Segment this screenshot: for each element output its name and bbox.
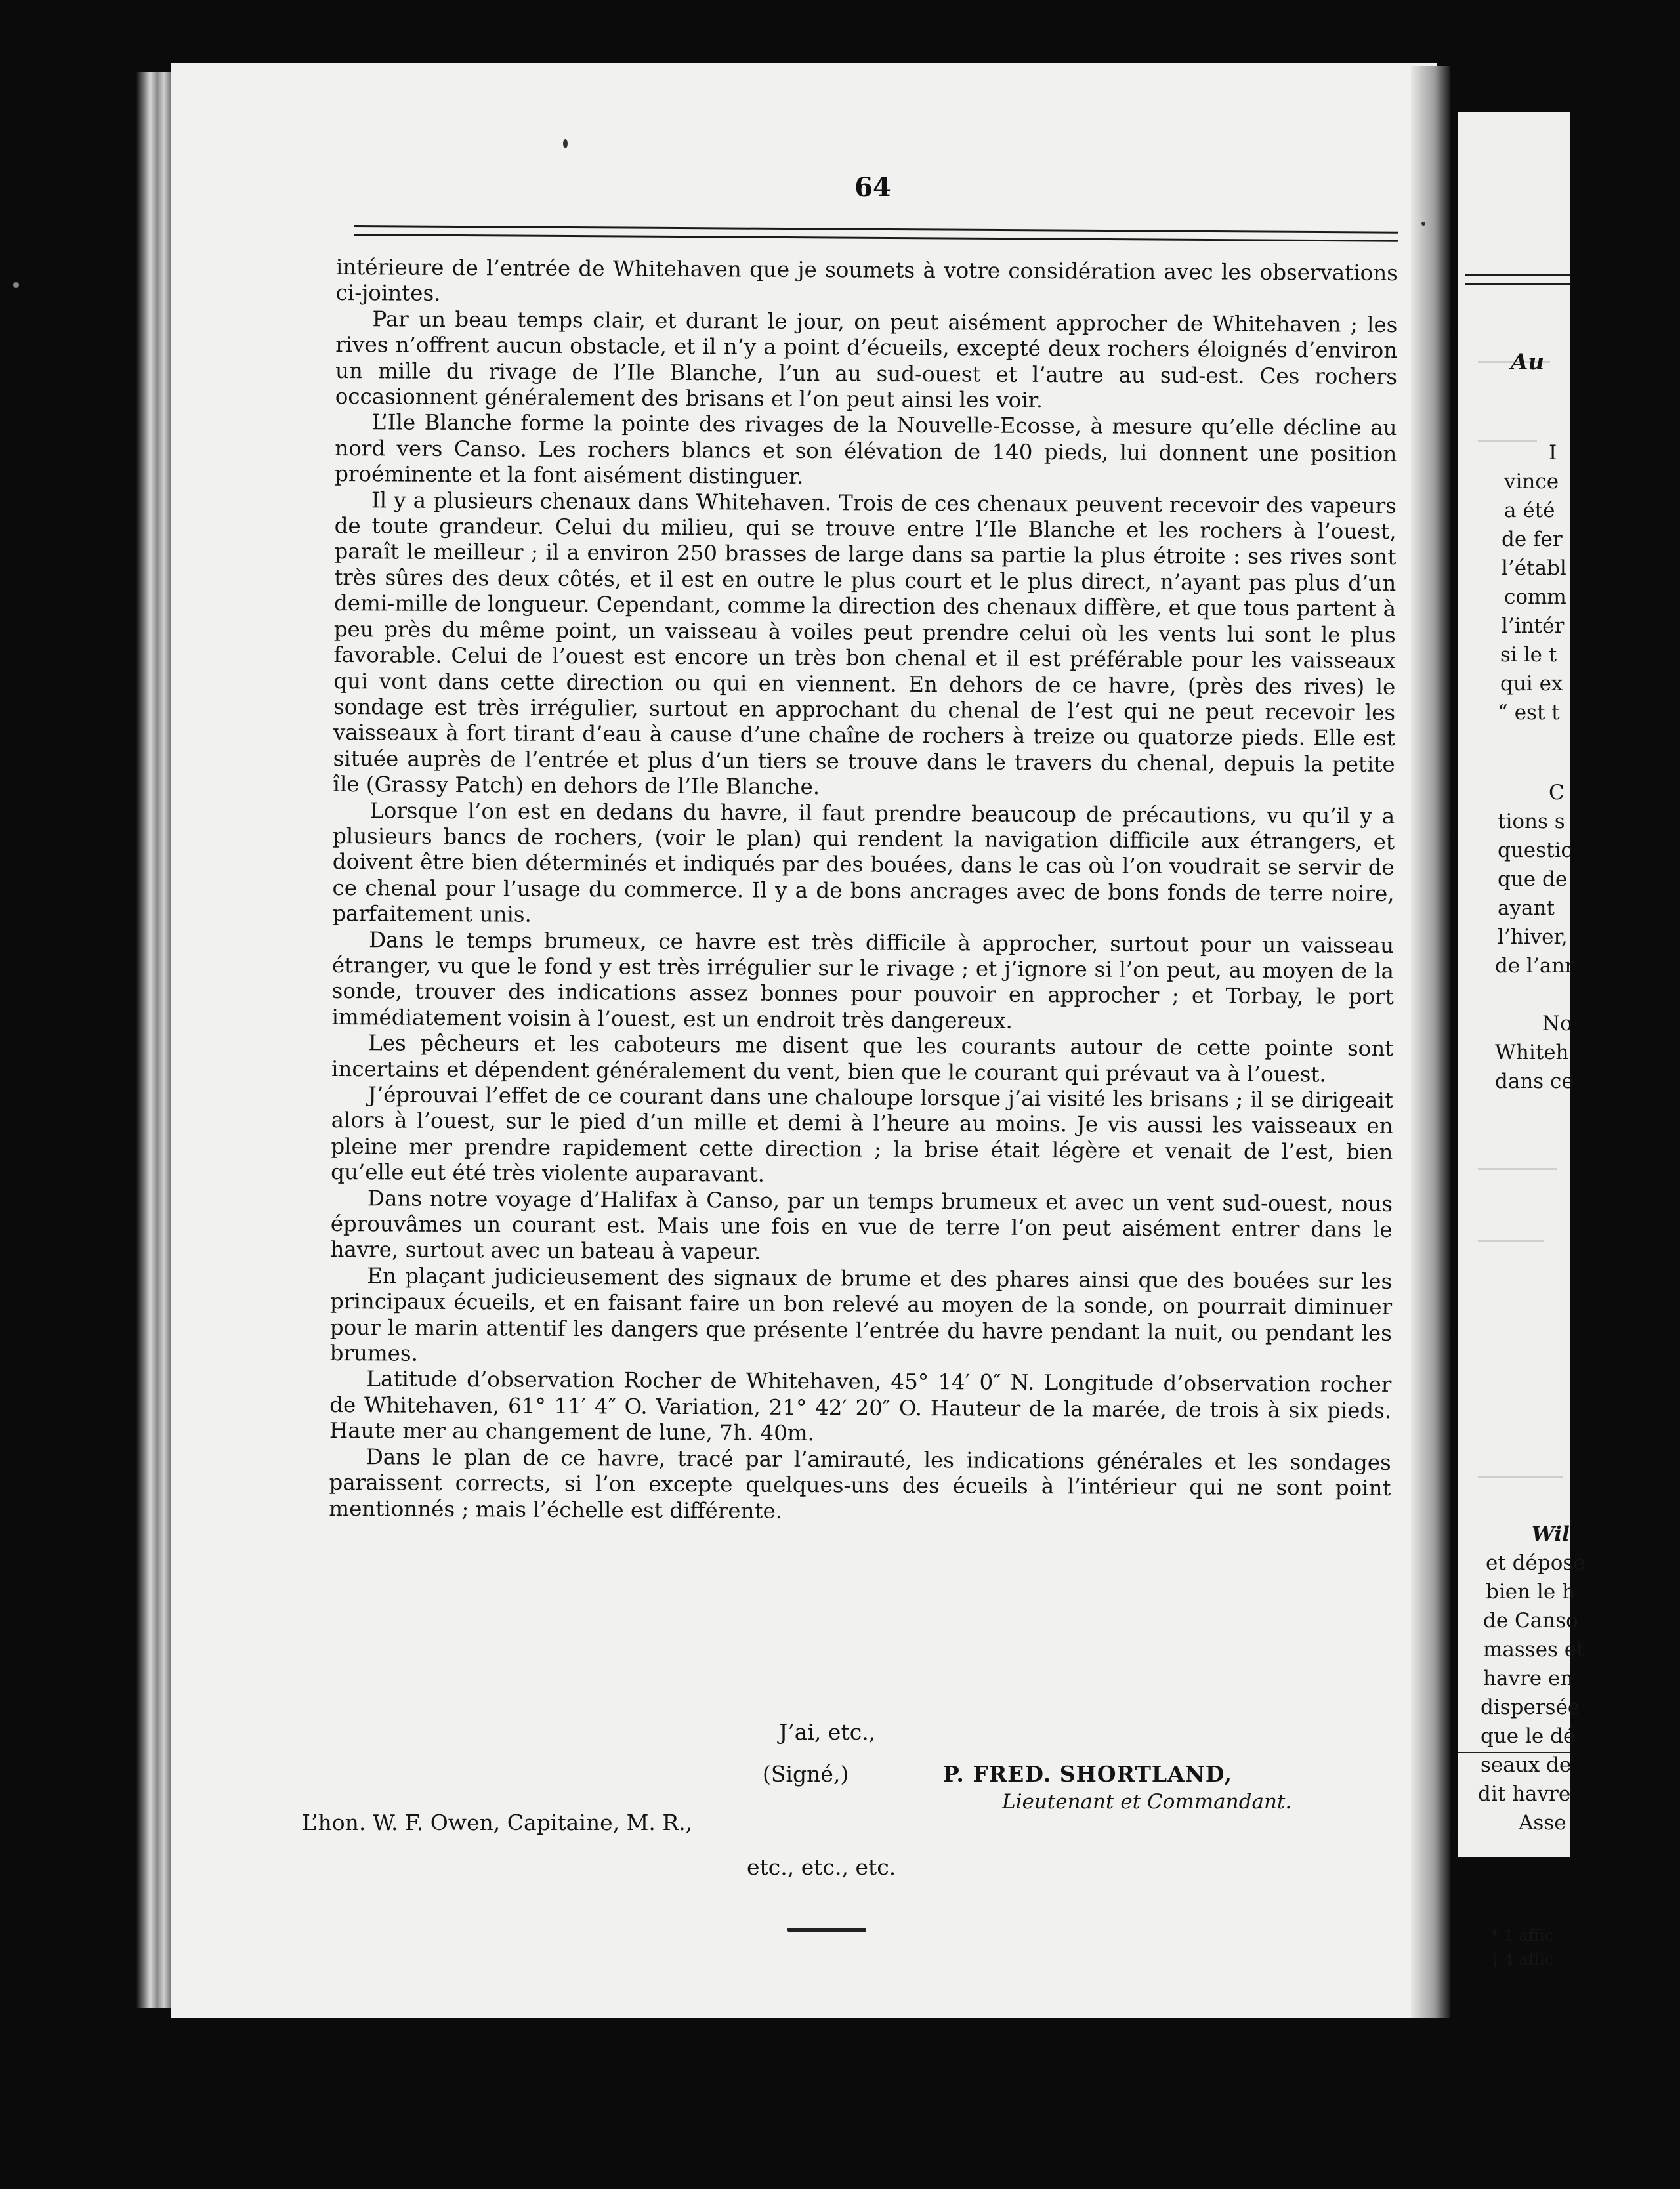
right-page-line: et dépose [1486,1551,1586,1575]
letter-closing [302,1719,1398,1903]
right-page-line: qui ex [1500,672,1563,696]
right-page-line: dit havre [1478,1782,1571,1806]
paragraph: Dans le plan de ce havre, tracé par l’amirauté, les indications générales et les sondages paraissent corrects, si l’on excepte quelques-uns des écueils à l’intérieur qui ne sont point mentionnés ; mais l’échelle est différente. [329,1444,1391,1524]
right-page-line: havre en [1483,1667,1574,1690]
right-page-line: masses et [1483,1638,1585,1661]
right-page-fragment [1458,112,1586,1857]
right-page-line: l’établ [1502,556,1566,580]
right-page-line: de Canso [1483,1609,1578,1633]
right-page-line: de l’anr [1495,954,1575,978]
right-page-line: l’hiver, [1498,925,1568,949]
right-page-line: a été [1504,499,1555,522]
paragraph: En plaçant judicieusement des signaux de brume et des phares ainsi que des bouées sur les principaux écueils, et en faisant faire un bon relevé au moyen de la sonde, on pourrait diminuer pour le marin attentif les dangers que présente l’entrée du havre pendant la nuit, ou pendant les brumes. [329,1263,1393,1366]
paragraph: J’éprouvai l’effet de ce courant dans une chaloupe lorsque j’ai visité les brisans ; il se dirigeait alors à l’ouest, sur le pied d’un mille et demi à l’heure au moins. Je vis aussi les vaisseaux en pleine mer prendre rapidement cette direction ; la brise était légère et venait de l’est, bien qu’elle eut été très violente auparavant. [331,1082,1393,1187]
footnote-line: † 4 affic [1491,1950,1554,1969]
paragraph: Par un beau temps clair, et durant le jour, on peut aisément approcher de Whitehaven ; les rives n’offrent aucun obstacle, et il n’y a point d’écueils, excepté deux rochers éloignés d’environ un mille du rivage de l’Ile Blanche, l’un au sud-ouest et l’autre au sud-est. Ces rochers occasionnent généralement des brisans et l’on peut ainsi les voir. [335,306,1398,413]
paragraph: Lorsque l’on est en dedans du havre, il faut prendre beaucoup de précautions, vu qu’il y a plusieurs bancs de rochers, (voir le plan) qui rendent la navigation difficile aux étrangers, et doivent être bien déterminés et indiqués par des bouées, dans le cas où l’on voudrait se servir de ce chenal pour l’usage du commerce. Il y a de bons ancrages avec de bons fonds de terre noire, parfaitement unis. [332,797,1395,927]
signer-title: Lieutenant et Commandant. [1002,1790,1292,1814]
right-page-line: dispersée [1480,1696,1580,1719]
closing-salutation: J’ai, etc., [779,1719,876,1745]
right-page-line: dans ce [1495,1070,1574,1093]
right-page-line: I [1549,441,1557,465]
right-page-line: vince [1504,470,1559,493]
page-gutter-shadow [1411,66,1450,2021]
faint-bleedthrough [1478,440,1537,442]
right-page-rule [1465,283,1570,285]
print-speck [563,139,568,148]
right-page-rule [1465,274,1570,276]
signer-name: P. FRED. SHORTLAND, [943,1761,1232,1787]
right-page-heading: Wil [1532,1522,1570,1546]
paragraph: Les pêcheurs et les caboteurs me disent que les courants autour de cette pointe sont incertains et dépendent généralement du vent, bien que le courant qui prévaut va à l’ouest. [331,1030,1394,1087]
right-page-line: si le t [1500,643,1557,667]
right-page-line: ayant [1498,896,1555,920]
addressee: L’hon. W. F. Owen, Capitaine, M. R., [302,1810,693,1835]
paragraph: Il y a plusieurs chenaux dans Whitehaven. Trois de ces chenaux peuvent recevoir des vapeurs de toute grandeur. Celui du milieu, qui se trouve entre l’Ile Blanche et les rochers à l’ouest, paraît le meilleur ; il a environ 250 brasses de large dans sa partie la plus étroite : ses rives sont très sûres des deux côtés, et il est en outre le plus court et le plus direct, n’ayant pas plus d’un demi-mille de longueur. Cependant, comme la direction des chenaux diffère, et que tous partent à peu près du même point, un vaisseau à voiles peut prendre celui où les vents lui sont le plus favorable. Celui de l’ouest est encore un très bon chenal et il est préférable pour les vaisseaux qui vont dans cette direction ou qui en viennent. En dehors de ce havre, (près des rives) le sondage est très irrégulier, surtout en approchant du chenal de l’est qui ne peut recevoir les vaisseaux à fort tirant d’eau à cause d’une chaîne de rochers à treize ou quatorze pieds. Elle est située auprès de l’entrée et plus d’un tiers se trouve dans le travers du chenal, depuis la petite île (Grassy Patch) en dehors de l’Ile Blanche. [333,487,1396,800]
page-number: 64 [854,172,891,203]
footnote-line: * 1 affic [1491,1927,1554,1945]
faint-bleedthrough [1478,1168,1557,1170]
paragraph: Dans le temps brumeux, ce havre est très difficile à approcher, surtout pour un vaisseau étranger, vu que le fond y est très irrégulier sur le rivage ; et j’ignore si l’on peut, au moyen de la sonde, trouver des indications assez bonnes pour pouvoir en approcher ; et Torbay, le port immédiatement voisin à l’ouest, est un endroit très dangereux. [331,927,1395,1033]
scan-background-bottom [0,2018,1570,2189]
faint-bleedthrough [1478,1240,1544,1242]
right-page-line: Whiteh [1495,1041,1569,1064]
right-page-heading: Au [1511,349,1545,375]
print-speck [13,282,19,288]
right-page-line: seaux de [1480,1753,1572,1777]
right-page-line: C [1549,781,1564,804]
right-page-line: comm [1504,585,1566,609]
right-page-line: “ est t [1498,701,1560,724]
right-page-line: bien le h [1486,1580,1576,1604]
right-page-line: l’intér [1502,614,1564,638]
right-page-line: tions s [1498,810,1565,833]
right-page-line: No [1542,1012,1572,1035]
print-speck [1421,222,1425,226]
signed-marker: (Signé,) [763,1761,849,1787]
right-page-line: Asse [1519,1811,1566,1835]
end-ornament [788,1928,866,1932]
right-page-line: que le dé [1480,1724,1576,1748]
paragraph: Dans notre voyage d’Halifax à Canso, par un temps brumeux et avec un vent sud-ouest, nous éprouvâmes un courant est. Mais une fois en vue de terre l’on peut aisément entrer dans le havre, surtout avec un bateau à vapeur. [330,1185,1393,1265]
closing-etc: etc., etc., etc. [747,1854,896,1880]
paragraph: Latitude d’observation Rocher de Whitehaven, 45° 14′ 0″ N. Longitude d’observation rocher de Whitehaven, 61° 11′ 4″ O. Variation, 21° 42′ 20″ O. Hauteur de la marée, de trois à six pieds. Haute mer au changement de lune, 7h. 40m. [329,1366,1392,1446]
right-page-line: de fer [1502,528,1563,551]
faint-bleedthrough [1478,1476,1563,1478]
page-body [329,255,1398,1528]
right-page-line: que de [1498,867,1568,891]
right-page-line: questic [1498,839,1572,862]
paragraph: intérieure de l’entrée de Whitehaven que je soumets à votre considération avec les observations ci-jointes. [335,255,1398,306]
paragraph: L’Ile Blanche forme la pointe des rivages de la Nouvelle-Ecosse, à mesure qu’elle décline au nord vers Canso. Les rochers blancs et son élévation de 140 pieds, lui donnent une position proéminente et la font aisément distinguer. [335,409,1397,490]
